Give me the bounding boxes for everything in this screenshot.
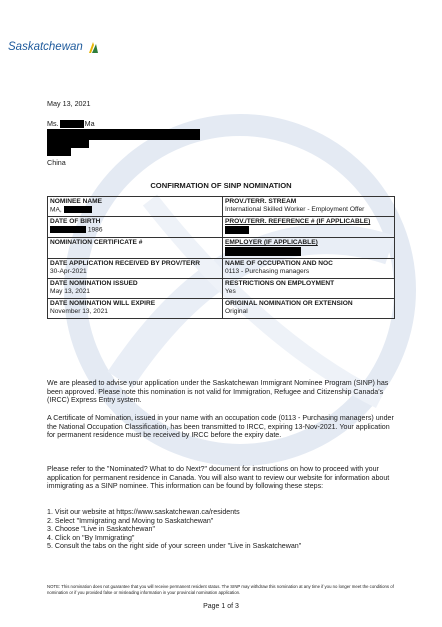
- saskatchewan-logo: Saskatchewan: [8, 41, 83, 53]
- cell-label: NOMINEE NAME: [50, 198, 103, 205]
- cell-label: PROV./TERR. STREAM: [225, 198, 297, 205]
- cell-value: Yes: [225, 288, 236, 296]
- cell-label: DATE NOMINATION ISSUED: [50, 280, 138, 288]
- cell-label: DATE APPLICATION RECEIVED BY PROV/TERR: [50, 260, 200, 268]
- cell-value: 30-Apr-2021: [50, 268, 87, 276]
- table-cell: [48, 259, 223, 279]
- cell-label: NOMINATION CERTIFICATE #: [50, 239, 143, 246]
- nomination-table: [47, 196, 395, 319]
- cell-value: 1986: [50, 226, 220, 234]
- paragraph-next-steps: Please refer to the "Nominated? What to do Next?" document for instructions on how to proceed with your application for permanent residence in Canada. You will also want to review our website for information about immigrating as a SINP nominee. This information can be found by following these steps:: [47, 465, 390, 491]
- table-row: [48, 217, 395, 238]
- steps-list: [47, 508, 397, 551]
- list-item: 5. Consult the tabs on the right side of your screen under "Live in Saskatchewan": [47, 542, 302, 551]
- table-cell: [48, 299, 223, 319]
- cell-value: May 13, 2021: [50, 288, 90, 296]
- cell-label: RESTRICTIONS ON EMPLOYMENT: [225, 280, 335, 288]
- cell-label: DATE NOMINATION WILL EXPIRE: [50, 300, 156, 308]
- paragraph-certificate: A Certificate of Nomination, issued in your name with an occupation code (0113 - Purchasing managers) under the National Occupation Classification, has been transmitted to IRCC, expiring 13-Nov-2021. Your application for permanent residence must be received by IRCC before the expiry date.: [47, 414, 394, 440]
- cell-value: 0113 - Purchasing managers: [225, 268, 310, 276]
- redaction-bar: [64, 206, 92, 213]
- cell-value: [225, 226, 392, 235]
- cell-value: [225, 247, 392, 256]
- list-item: 3. Choose "Live in Saskatchewan": [47, 525, 155, 534]
- redaction-bar: [225, 247, 301, 256]
- salutation-prefix: Ms.: [47, 119, 59, 128]
- letter-date: May 13, 2021: [47, 99, 91, 108]
- table-cell: [48, 279, 223, 299]
- table-row: [48, 197, 395, 217]
- cell-value: Original: [225, 308, 248, 316]
- redaction-bar: [50, 226, 86, 233]
- footnote: NOTE: This nomination does not guarantee that you will receive permanent resident status. The SINP may withdraw this nomination at any time if you no longer meet the conditions of nomination or if you provided false or misleading information in your provincial nomination application.: [47, 584, 394, 595]
- cell-label: NAME OF OCCUPATION AND NOC: [225, 260, 333, 268]
- logo-mark-icon: [87, 40, 99, 54]
- cell-label: ORIGINAL NOMINATION OR EXTENSION: [225, 300, 353, 308]
- cell-value: November 13, 2021: [50, 308, 108, 316]
- address-country: China: [47, 158, 66, 167]
- redaction-bar: [60, 120, 84, 128]
- table-cell: [48, 197, 223, 217]
- table-cell: [223, 217, 395, 238]
- redaction-bar: [225, 226, 249, 234]
- paragraph-approval: We are pleased to advise your application under the Saskatchewan Immigrant Nominee Program (SINP) has been approved. Please note this nomination is not valid for Immigration, Refugee and Citizenship Canada's (IRCC) Express Entry system.: [47, 379, 389, 405]
- table-row: [48, 238, 395, 259]
- table-row: [48, 299, 395, 319]
- page-number: Page 1 of 3: [203, 603, 239, 610]
- cell-label: PROV./TERR. REFERENCE # (IF APPLICABLE): [225, 218, 371, 226]
- cell-label: DATE OF BIRTH: [50, 218, 101, 226]
- list-item: 2. Select "Immigrating and Moving to Saskatchewan": [47, 516, 214, 525]
- table-cell: [223, 279, 395, 299]
- table-cell: [223, 238, 395, 259]
- redaction-bar: [47, 148, 71, 156]
- table-cell: [223, 259, 395, 279]
- cell-label: EMPLOYER (IF APPLICABLE): [225, 239, 318, 246]
- table-cell: [48, 217, 223, 238]
- table-row: [48, 279, 395, 299]
- list-item: 4. Click on "By Immigrating": [47, 533, 135, 542]
- table-row: [48, 259, 395, 279]
- document-title: CONFIRMATION OF SINP NOMINATION: [150, 181, 292, 190]
- salutation-name: Ma: [84, 119, 95, 128]
- list-item: 1. Visit our website at https://www.saskatchewan.ca/residents: [47, 508, 240, 516]
- table-cell: [223, 197, 395, 217]
- redaction-bar: [47, 139, 89, 148]
- cell-value: International Skilled Worker - Employment Offer: [225, 206, 365, 213]
- salutation-line: [47, 119, 95, 128]
- table-cell: [223, 299, 395, 319]
- table-cell: [48, 238, 223, 259]
- cell-value: MA,: [50, 206, 220, 214]
